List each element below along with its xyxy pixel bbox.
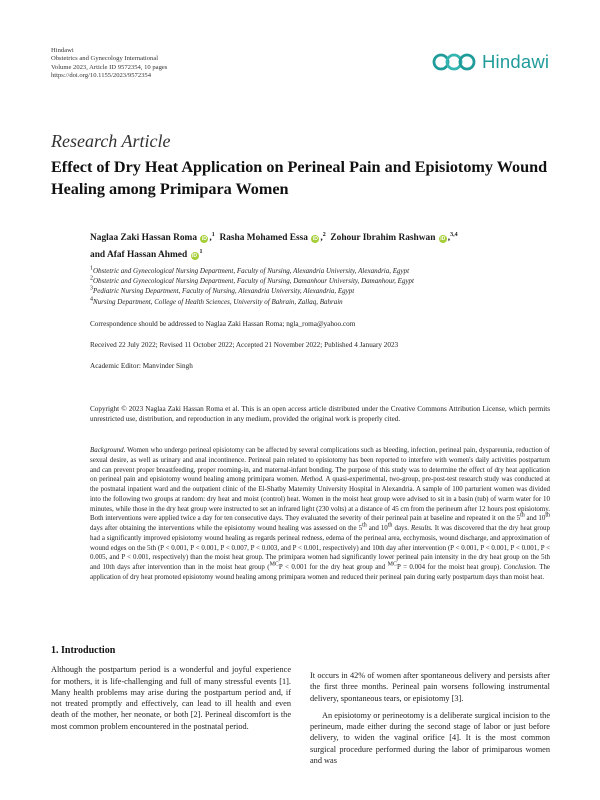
affiliation-item: [90, 276, 414, 286]
body-column-left: [51, 645, 291, 732]
abstract-text: and 10: [524, 514, 546, 523]
abstract-method-label: Method.: [300, 475, 324, 484]
orcid-icon[interactable]: iD: [312, 236, 318, 242]
abstract-results-label: Results.: [410, 524, 433, 532]
body-paragraph: Although the postpartum period is a wonderful and joyful experience for mothers, it is life-challenging and full of many stressful events [1]. Many health problems may arise during the postpartum period and, if not treated promptly and effectively, can lead to ill health and even death of the mother, her neonate, or both [2]. Perineal discomfort is the most common problem encountered in the postnatal period.: [51, 665, 291, 731]
journal-name: Obstetrics and Gynecology International: [51, 55, 159, 63]
abstract-text: P = 0.004 for the moist heat group).: [397, 563, 504, 571]
separator: ,: [447, 233, 451, 243]
body-paragraph: It occurs in 42% of women after spontaneous delivery and persists after the first three months. Perineal pain worsens following instrumental delivery, spontaneous tears, or episiotomy [3].: [310, 671, 550, 703]
affiliation-item: [90, 286, 414, 296]
hindawi-rings-icon: [432, 50, 476, 74]
abstract-text: P < 0.001 for the dry heat group and: [278, 563, 388, 571]
abstract-conclusion-label: Conclusion.: [503, 563, 537, 571]
affiliation-number: 2: [90, 275, 93, 282]
abstract-background-label: Background.: [90, 446, 126, 454]
correspondence: Correspondence should be addressed to Naglaa Zaki Hassan Roma; ngla_roma@yahoo.com: [90, 320, 356, 328]
superscript: th: [520, 512, 525, 519]
affiliation-number: 3: [90, 286, 93, 293]
author-and: and: [90, 249, 106, 260]
section-heading: 1. Introduction: [51, 645, 116, 656]
affiliation-number: 4: [90, 296, 93, 303]
abstract-text: and 10: [366, 524, 388, 532]
abstract-text: The application of dry heat promoted episiotomy wound healing among primipara women and reduced their perineal pain during early postpartum days than moist heat.: [90, 563, 550, 581]
copyright-notice: Copyright © 2023 Naglaa Zaki Hassan Roma et al. This is an open access article distributed under the Creative Commons Attribution License, which permits unrestricted use, distribution, and reproduction in any medium, provided the original work is properly cited.: [90, 405, 550, 424]
abstract-text: days.: [392, 524, 411, 532]
body-paragraph: An episiotomy or perineotomy is a deliberate surgical incision to the perineum, made either during the second stage of labor or just before delivery, to widen the vaginal orifice [4]. It is the most common surgical procedure performed during the labor of primiparous women and was: [310, 710, 550, 766]
abstract-text: It was discovered that the dry heat group had a significantly improved episiotomy wound healing as regards perineal redness, edema of the perineal area, ecchymosis, wound discharge, and approximation of wound edges on the 5th (P < 0.001, P < 0.001, P < 0.007, P < 0.003, and P < 0.001, respectively) and 10th day after intervention (P < 0.001, P < 0.001, P < 0.001, P < 0.005, and P < 0.001, respectively) than the moist heat group. The primipara women had significantly lower perineal pain intensity in the dry heat group on the 5th and 10th days after intervention than in the moist heat group (: [90, 524, 550, 571]
author-affiliation-ref: 2: [322, 231, 326, 238]
abstract-text: A quasi-experimental, two-group, pre-post-test research study was conducted at the postnatal inpatient ward and the outpatient clinic of the El-Shatby Maternity University Hospital in Alexandria. A sample of 100 parturient women was divided into the following two groups at random: dry heat and moist (control) heat. Women in the moist heat group were advised to sit in a basin (tub) of warm water for 10 minutes, while those in the dry heat group were instructed to set an infrared light (230 volts) at a distance of 45 cm from the perineum after 12 hours post episiotomy. Both interventions were applied twice a day for ten consecutive days. They evaluated the severity of their perineal pain at baseline and repeated it on the 5: [90, 475, 550, 523]
publisher-logo: [432, 50, 549, 74]
superscript: th: [545, 512, 550, 519]
affiliation-text: Obstetric and Gynecological Nursing Department, Faculty of Nursing, Damanhour University, Damanhour, Egypt: [93, 277, 414, 286]
superscript: MC: [269, 561, 279, 568]
superscript: MC: [387, 561, 398, 568]
abstract: [90, 446, 550, 583]
orcid-icon[interactable]: iD: [192, 252, 198, 259]
affiliation-text: Obstetric and Gynecological Nursing Department, Faculty of Nursing, Alexandria University, Alexandria, Egypt: [93, 267, 410, 275]
orcid-icon[interactable]: iD: [440, 236, 446, 242]
volume-info: Volume 2023, Article ID 9572354, 10 pages: [51, 63, 168, 71]
academic-editor: Academic Editor: Manvinder Singh: [90, 362, 193, 370]
author-list: [90, 230, 560, 263]
author-affiliation-ref: 1: [211, 231, 215, 238]
affiliation-item: [90, 297, 414, 307]
affiliation-list: [90, 266, 414, 307]
abstract-text: days after obtaining the interventions while the episiotomy wound healing was assessed on the 5: [90, 524, 363, 532]
author-affiliation-ref: 3,4: [450, 231, 458, 238]
publisher-name: Hindawi: [51, 47, 74, 54]
affiliation-item: [90, 266, 414, 276]
author-name: Zohour Ibrahim Rashwan: [330, 233, 436, 243]
abstract-text: Women who undergo perineal episiotomy can be affected by several complications such as bleeding, infection, perineal pain, dyspareunia, reduction of sexual desire, as well as urinary and anal incontinence. Perineal pain related to episiotomy has been reported to interfere with women's daily activities postpartum and can prevent proper breastfeeding, proper rooming-in, and maternal-infant bonding. The purpose of this study was to determine the effect of dry heat application on perineal pain and episiotomy wound healing among primipara women.: [90, 446, 550, 484]
separator: ,: [209, 233, 212, 243]
logo-text: Hindawi: [482, 51, 550, 72]
article-type: Research Article: [51, 131, 171, 151]
doi-link[interactable]: https://doi.org/10.1155/2023/9572354: [51, 72, 152, 80]
separator: ,: [320, 233, 323, 243]
publication-dates: Received 22 July 2022; Revised 11 October 2022; Accepted 21 November 2022; Published 4 January 2023: [90, 341, 399, 349]
author-name: Naglaa Zaki Hassan Roma: [90, 233, 198, 243]
author-affiliation-ref: 1: [199, 248, 203, 255]
author-name: Rasha Mohamed Essa: [219, 233, 308, 243]
body-column-right: [310, 670, 550, 766]
affiliation-text: Pediatric Nursing Department, Faculty of Nursing, Alexandria University, Alexandria, Egypt: [93, 287, 355, 296]
superscript: th: [387, 522, 393, 529]
publication-info: [51, 47, 167, 81]
affiliation-number: 1: [90, 265, 93, 272]
article-title: Effect of Dry Heat Application on Perineal Pain and Episiotomy Wound Healing among Primipara Women: [51, 158, 548, 198]
affiliation-text: Nursing Department, College of Health Sciences, University of Bahrain, Zallaq, Bahrain: [93, 297, 343, 306]
author-name: Afaf Hassan Ahmed: [106, 249, 188, 260]
superscript: th: [362, 522, 367, 529]
orcid-icon[interactable]: iD: [201, 236, 207, 242]
